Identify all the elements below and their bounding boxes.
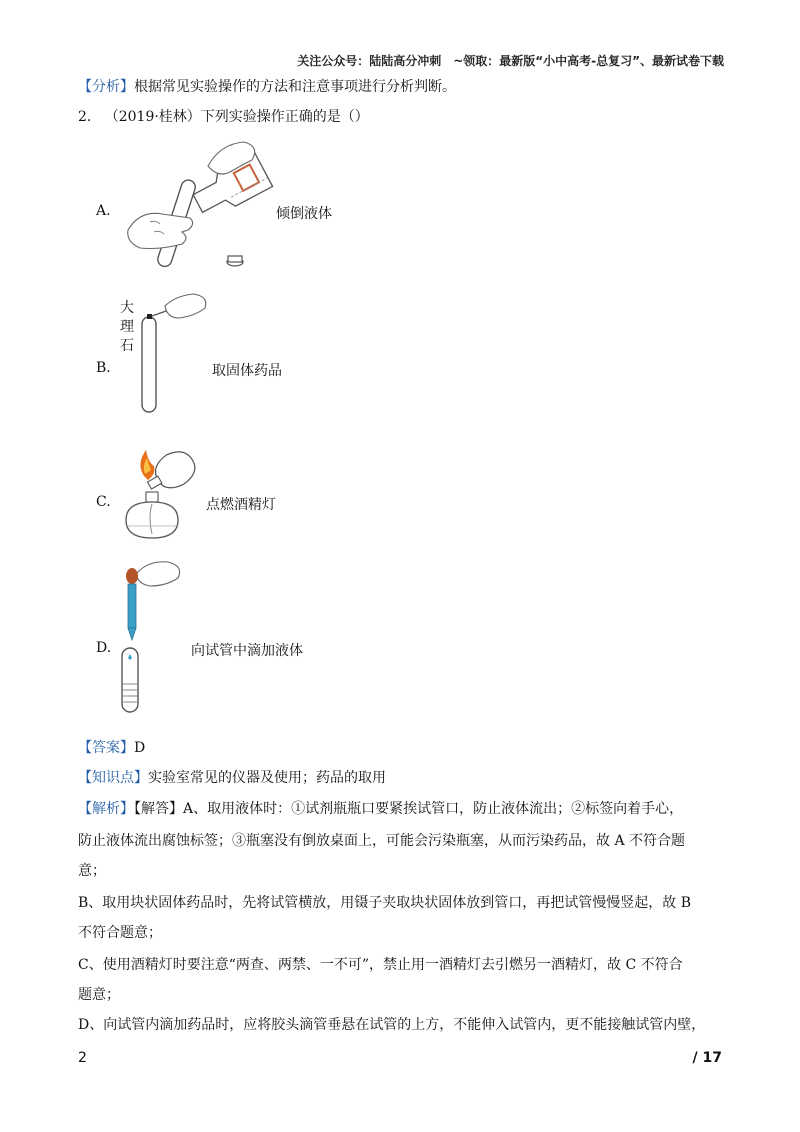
analysis-text: 根据常见实验操作的方法和注意事项进行分析判断。 xyxy=(134,79,456,95)
explanation-line-7: 题意； xyxy=(78,987,120,1003)
option-c-letter: C. xyxy=(96,494,111,510)
option-b-text: 取固体药品 xyxy=(212,363,282,379)
explanation-text: 【解答】A、取用液体时：①试剂瓶瓶口要紧挨试管口，防止液体流出；②标签向着手心， xyxy=(134,801,684,817)
label-char: 理 xyxy=(120,319,134,335)
knowledge-text: 实验室常见的仪器及使用；药品的取用 xyxy=(148,770,386,786)
analysis-tag: 【分析】 xyxy=(78,79,134,95)
option-a-text: 倾倒液体 xyxy=(276,206,332,222)
page-number: 2 xyxy=(78,1050,87,1066)
figure-pouring-liquid xyxy=(120,138,280,278)
label-char: 石 xyxy=(120,338,134,354)
question-number: 2. xyxy=(78,109,92,125)
question-line xyxy=(78,110,369,124)
page-total: / 17 xyxy=(692,1050,722,1066)
figure-solid-sample xyxy=(135,292,215,417)
question-text: （2019·桂林）下列实验操作正确的是（） xyxy=(104,109,369,125)
explanation-tag: 【解析】 xyxy=(78,801,134,817)
label-char: 大 xyxy=(120,300,134,316)
explanation-line-6: C、使用酒精灯时要注意“两查、两禁、一不可”，禁止用一酒精灯去引燃另一酒精灯，故 C 不符合 xyxy=(78,957,683,973)
option-b-letter: B. xyxy=(96,360,111,376)
explanation-line-4: B、取用块状固体药品时，先将试管横放，用镊子夹取块状固体放到管口，再把试管慢慢竖起，故 B xyxy=(78,895,692,911)
explanation-line-3: 意； xyxy=(78,863,106,879)
option-a-letter: A. xyxy=(96,203,111,219)
explanation-line-8: D、向试管内滴加药品时，应将胶头滴管垂悬在试管的上方，不能伸入试管内，更不能接触试管内壁， xyxy=(78,1017,706,1033)
knowledge-tag: 【知识点】 xyxy=(78,770,148,786)
figure-dropping-liquid xyxy=(118,558,188,718)
figure-lighting-alcohol-lamp xyxy=(118,446,208,546)
answer-line xyxy=(78,741,145,755)
explanation-line-1 xyxy=(78,802,683,816)
explanation-line-2: 防止液体流出腐蚀标签；③瓶塞没有倒放桌面上，可能会污染瓶塞，从而污染药品，故 A 不符合题 xyxy=(78,833,686,849)
option-c-text: 点燃酒精灯 xyxy=(206,497,276,513)
answer-value: D xyxy=(134,740,146,756)
figure-b-label xyxy=(120,299,136,356)
answer-tag: 【答案】 xyxy=(78,740,134,756)
page-header: 关注公众号：陆陆高分冲刺 ~领取：最新版“小中高考-总复习”、最新试卷下载 xyxy=(297,54,724,68)
knowledge-line xyxy=(78,771,386,785)
option-d-letter: D. xyxy=(96,640,112,656)
analysis-line xyxy=(78,80,456,94)
explanation-line-5: 不符合题意； xyxy=(78,925,162,941)
option-d-text: 向试管中滴加液体 xyxy=(191,643,303,659)
